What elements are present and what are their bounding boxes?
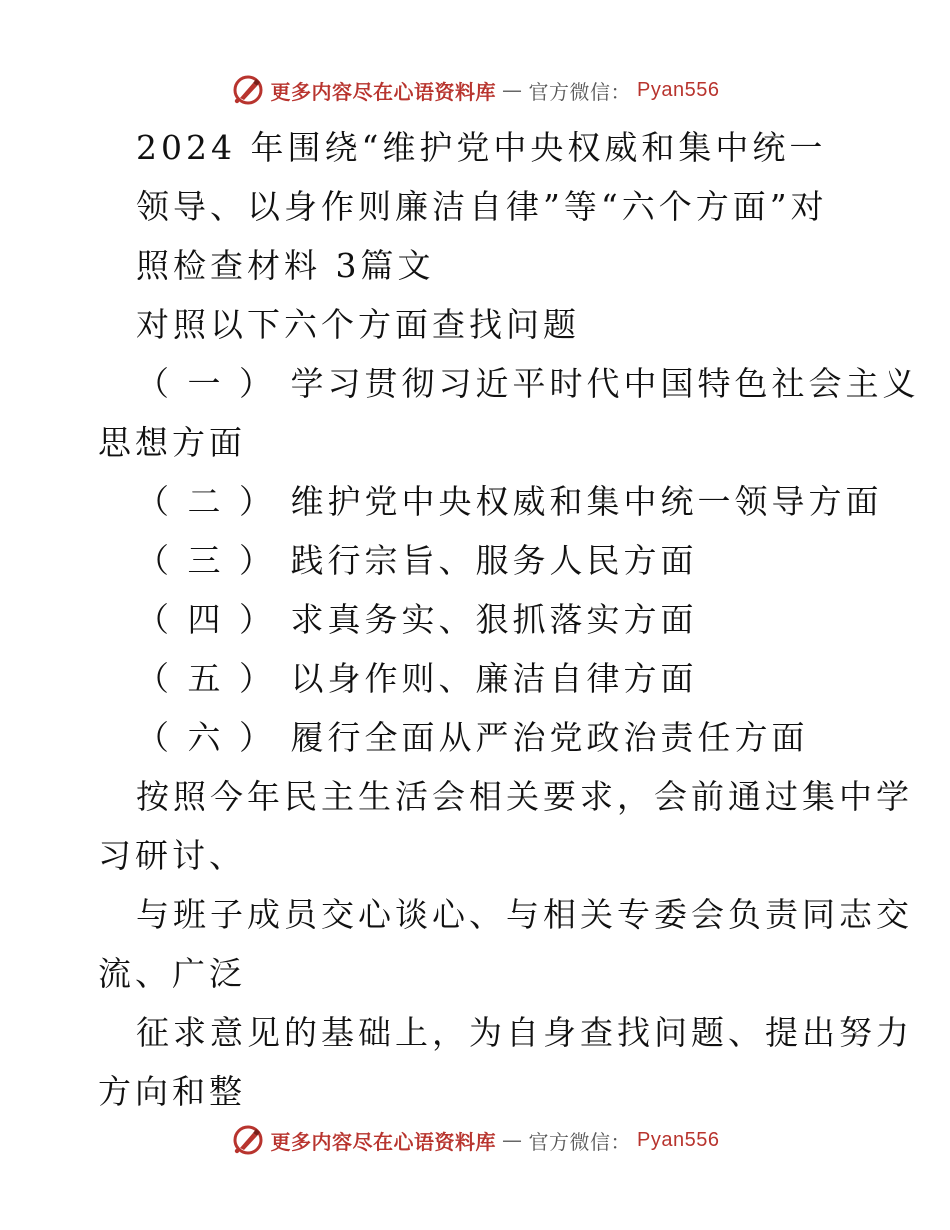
text-line: 对照以下六个方面查找问题 [136, 305, 580, 344]
text-line: （ 二 ） 维护党中央权威和集中统一领导方面 [136, 482, 883, 521]
text-line: 领导、以身作则廉洁自律”等“六个方面”对 [136, 187, 828, 226]
text-line: 方向和整 [98, 1072, 246, 1111]
header-banner [0, 70, 950, 110]
footer-banner-text: 更多内容尽在心语资料库 [270, 1129, 497, 1154]
footer-wechat-id: Pyan556 [637, 1128, 720, 1151]
footer-dash: — [502, 1128, 523, 1152]
header-banner-text: 更多内容尽在心语资料库 [270, 79, 497, 104]
text-line: 习研讨、 [98, 836, 246, 875]
text-line: 2024 年围绕“维护党中央权威和集中统一 [136, 128, 827, 167]
text-line: （ 四 ） 求真务实、狠抓落实方面 [136, 600, 698, 639]
text-line: （ 六 ） 履行全面从严治党政治责任方面 [136, 718, 809, 757]
text-line: 与班子成员交心谈心、与相关专委会负责同志交 [136, 895, 913, 934]
header-wechat-label: 官方微信： [528, 79, 632, 104]
text-line: （ 一 ） 学习贯彻习近平时代中国特色社会主义 [136, 364, 920, 403]
text-line: 征求意见的基础上，为自身查找问题、提出努力 [136, 1013, 913, 1052]
text-line: 照检查材料 3篇文 [136, 246, 435, 285]
document-body [0, 118, 950, 1121]
text-line: 流、广泛 [98, 954, 246, 993]
header-dash: — [502, 78, 523, 102]
text-line: 思想方面 [98, 423, 246, 462]
pen-logo-icon [231, 1123, 265, 1157]
header-wechat-id: Pyan556 [637, 78, 720, 101]
text-line: 按照今年民主生活会相关要求，会前通过集中学 [136, 777, 913, 816]
footer-banner-inner [231, 1123, 720, 1157]
header-banner-inner [231, 73, 720, 107]
footer-banner [0, 1120, 950, 1160]
footer-wechat-label: 官方微信： [528, 1129, 632, 1154]
text-line: （ 三 ） 践行宗旨、服务人民方面 [136, 541, 698, 580]
text-line: （ 五 ） 以身作则、廉洁自律方面 [136, 659, 698, 698]
pen-logo-icon [231, 73, 265, 107]
